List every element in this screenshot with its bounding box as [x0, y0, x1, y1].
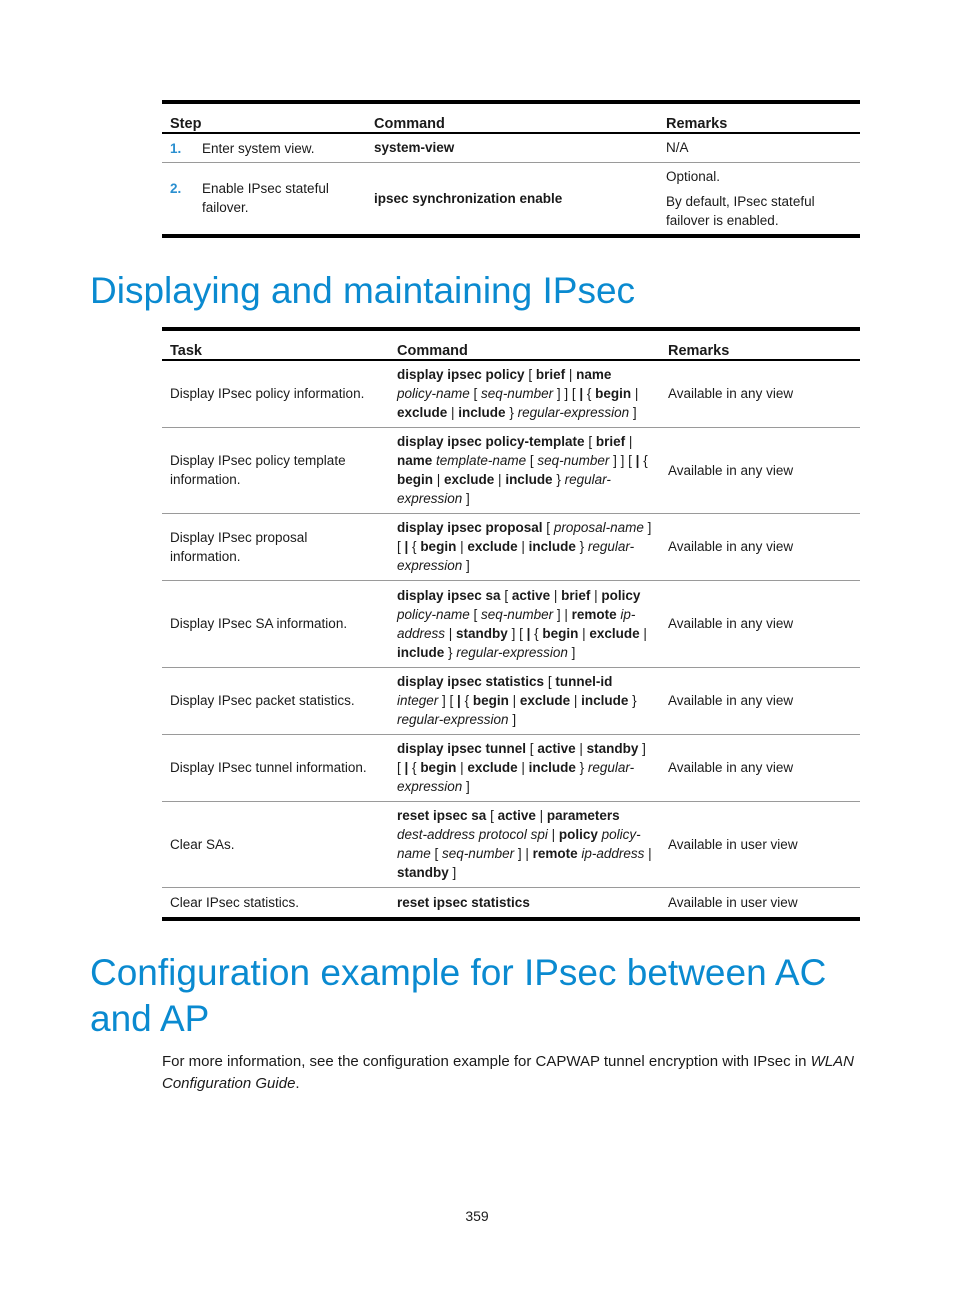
remarks-cell: Available in any view [660, 667, 860, 734]
command-syntax: | [508, 693, 520, 708]
command-syntax: { [408, 539, 421, 554]
command-argument: proposal-name [553, 520, 644, 535]
command-argument: regular-expression [517, 405, 630, 421]
command-syntax: | [494, 472, 506, 487]
command-keyword: name [576, 367, 612, 383]
command-keyword: include [528, 539, 576, 554]
command-argument: integer [397, 693, 439, 708]
command-syntax: ] [448, 865, 457, 880]
command-syntax: | [517, 760, 529, 775]
command-keyword: standby [456, 625, 508, 641]
command-syntax: { [583, 386, 596, 402]
command-syntax: | [575, 741, 587, 756]
command-syntax: | [590, 587, 602, 603]
command-argument: policy-name [397, 606, 470, 622]
command-keyword: display ipsec statistics [397, 674, 545, 689]
command-cell [389, 887, 660, 919]
command-keyword: brief [561, 587, 591, 603]
task-cell: Display IPsec policy template information. [162, 427, 389, 513]
command-keyword: parameters [546, 808, 620, 823]
command-syntax: | [644, 846, 652, 861]
command-syntax: } [552, 472, 565, 487]
command-argument: ip-address [397, 606, 636, 641]
command-syntax: [ [486, 808, 498, 823]
remarks-cell: Available in any view [660, 360, 860, 427]
remarks-cell: Available in any view [660, 580, 860, 667]
command-keyword: exclude [444, 472, 495, 487]
command-syntax: | [456, 539, 468, 554]
command-syntax: ] ] [ [553, 386, 580, 402]
command-syntax: | [565, 367, 577, 383]
command-keyword: | [526, 625, 531, 641]
command-keyword: tunnel-id [555, 674, 613, 689]
paragraph-end: . [295, 1075, 300, 1092]
command-syntax: } [575, 539, 588, 554]
task-cell: Display IPsec policy information. [162, 360, 389, 427]
command-keyword: policy [601, 587, 641, 603]
command-argument: seq-number [481, 606, 554, 622]
command-syntax: ] [ [438, 693, 458, 708]
command-cell [389, 734, 660, 801]
command-syntax: [ [524, 367, 536, 383]
table-row [162, 427, 860, 513]
page-number: 359 [465, 1208, 489, 1224]
task-cell: Display IPsec proposal information. [162, 513, 389, 580]
command-keyword: brief [535, 367, 566, 383]
command-cell [389, 667, 660, 734]
step-cell [162, 133, 366, 162]
table-row [162, 887, 860, 919]
command-keyword: active [511, 587, 551, 603]
command-keyword: begin [472, 693, 509, 708]
remarks-cell: Available in any view [660, 734, 860, 801]
command-syntax: } [505, 405, 518, 421]
remarks-cell: Available in any view [660, 427, 860, 513]
command-syntax: [ [500, 587, 512, 603]
command-keyword: remote [571, 606, 617, 622]
command-syntax: [ [526, 453, 538, 468]
command-syntax: ] [567, 644, 576, 660]
command-syntax: ] [508, 712, 517, 727]
command-syntax: } [628, 693, 637, 708]
command-syntax: } [444, 644, 457, 660]
command-argument: regular-expression [397, 712, 509, 727]
command-keyword: begin [542, 625, 579, 641]
step-header: Step [162, 102, 366, 133]
task-table [162, 327, 860, 921]
task-cell: Display IPsec packet statistics. [162, 667, 389, 734]
command-syntax: [ [469, 386, 482, 402]
command-syntax: [ [584, 434, 596, 449]
command-keyword: exclude [467, 760, 518, 775]
command-keyword: display ipsec proposal [397, 520, 543, 535]
command-keyword: | [404, 760, 409, 775]
step-table [162, 100, 860, 238]
command-keyword: begin [595, 386, 632, 402]
command-syntax: | [578, 625, 590, 641]
command-keyword: include [581, 693, 629, 708]
command-keyword: display ipsec sa [397, 587, 501, 603]
command-keyword: standby [586, 741, 639, 756]
command-syntax: } [575, 760, 588, 775]
command-syntax: [ [542, 520, 554, 535]
command-argument: regular-expression [397, 760, 635, 794]
command-syntax: | [631, 386, 639, 402]
command-syntax: ] [462, 491, 470, 506]
command-argument: dest-address protocol spi [397, 827, 548, 842]
command-syntax: ] | [514, 846, 533, 861]
command-argument: seq-number [481, 386, 554, 402]
command-syntax: ] [ [507, 625, 527, 641]
table-row [162, 360, 860, 427]
command-cell [389, 801, 660, 887]
command-keyword: display ipsec tunnel [397, 741, 527, 756]
command-argument: policy-name [397, 386, 470, 402]
command-syntax: | [535, 808, 547, 823]
command-keyword: include [528, 760, 576, 775]
command-cell [389, 513, 660, 580]
command-syntax: ] [462, 558, 470, 573]
command-syntax: | [639, 625, 647, 641]
command-cell: ipsec synchronization enable [374, 190, 563, 206]
command-syntax: ] [629, 405, 637, 421]
step-number: 2. [170, 181, 182, 197]
command-keyword: active [497, 808, 536, 823]
remark-line: By default, IPsec stateful failover is enabled. [666, 193, 815, 228]
command-cell [389, 580, 660, 667]
command-cell: system-view [366, 133, 658, 162]
command-argument: template-name [436, 453, 527, 468]
paragraph-text: For more information, see the configuration example for CAPWAP tunnel encryption with IPsec in [162, 1053, 811, 1070]
remark-line: N/A [666, 140, 689, 156]
step-cell [162, 162, 366, 236]
command-syntax: ] ] [ [609, 453, 636, 468]
task-cell: Clear SAs. [162, 801, 389, 887]
command-keyword: exclude [467, 539, 518, 554]
command-keyword: remote [532, 846, 578, 861]
section-title-configuration: Configuration example for IPsec between AC and AP [90, 952, 827, 1039]
command-syntax: | [433, 472, 445, 487]
command-argument: regular-expression [397, 539, 635, 573]
task-header: Task [162, 329, 389, 360]
task-cell: Clear IPsec statistics. [170, 894, 300, 910]
command-keyword: | [404, 539, 409, 554]
command-keyword: include [505, 472, 553, 487]
command-keyword: reset ipsec statistics [397, 894, 530, 910]
command-syntax: { [408, 760, 421, 775]
command-syntax: | [445, 625, 457, 641]
command-argument: regular-expression [397, 472, 611, 506]
command-keyword: begin [420, 539, 457, 554]
step-text: Enter system view. [202, 141, 315, 156]
remarks-cell: Available in user view [660, 801, 860, 887]
table-row [162, 801, 860, 887]
command-keyword: include [397, 644, 445, 660]
step-number: 1. [170, 141, 182, 156]
command-syntax: ] | [553, 606, 572, 622]
command-keyword: active [537, 741, 576, 756]
command-syntax: | [517, 539, 529, 554]
table-row [162, 162, 860, 236]
command-header: Command [389, 329, 660, 360]
table-row [162, 580, 860, 667]
remarks-header: Remarks [660, 329, 860, 360]
task-table-body [162, 360, 860, 919]
command-cell [389, 427, 660, 513]
command-cell [389, 360, 660, 427]
command-keyword: include [458, 405, 506, 421]
command-syntax: | [547, 827, 559, 842]
command-keyword: exclude [519, 693, 571, 708]
command-syntax: | [550, 587, 562, 603]
command-keyword: | [635, 453, 640, 468]
task-cell: Display IPsec tunnel information. [162, 734, 389, 801]
command-syntax: [ [526, 741, 538, 756]
remark-line: Optional. [666, 168, 721, 184]
command-syntax: [ [544, 674, 556, 689]
remarks-cell [658, 162, 860, 236]
command-keyword: display ipsec policy [397, 367, 525, 383]
command-syntax: | [570, 693, 582, 708]
command-syntax: | [456, 760, 468, 775]
command-keyword: reset ipsec sa [397, 808, 487, 823]
command-syntax: | [447, 405, 459, 421]
command-argument: seq-number [537, 453, 610, 468]
command-argument: regular-expression [456, 644, 568, 660]
body-paragraph [162, 1051, 882, 1095]
command-syntax: [ [469, 606, 482, 622]
command-syntax: { [530, 625, 543, 641]
command-syntax: { [460, 693, 473, 708]
command-syntax: ] [462, 779, 470, 794]
command-keyword: | [457, 693, 461, 708]
command-argument: policy-name [397, 827, 641, 861]
command-keyword: name [397, 453, 433, 468]
command-syntax: ] [ [397, 741, 646, 775]
task-cell: Display IPsec SA information. [162, 580, 389, 667]
command-keyword: | [579, 386, 584, 402]
guide-title: WLAN Configuration Guide [162, 1053, 854, 1092]
command-argument: seq-number [442, 846, 515, 861]
command-syntax: [ [430, 846, 443, 861]
table-row [162, 734, 860, 801]
command-keyword: exclude [589, 625, 640, 641]
command-keyword: display ipsec policy-template [397, 434, 585, 449]
remarks-cell [658, 133, 860, 162]
table-row [162, 513, 860, 580]
remarks-header: Remarks [658, 102, 860, 133]
command-syntax: ] [ [397, 520, 652, 554]
command-keyword: begin [420, 760, 457, 775]
table-row [162, 133, 860, 162]
command-keyword: brief [595, 434, 626, 449]
section-title-displaying: Displaying and maintaining IPsec [90, 270, 636, 311]
command-header: Command [366, 102, 658, 133]
command-syntax: { [639, 453, 648, 468]
command-argument: ip-address [581, 846, 645, 861]
command-syntax: | [625, 434, 633, 449]
remarks-cell: Available in any view [660, 513, 860, 580]
command-keyword: begin [397, 472, 433, 487]
command-keyword: standby [397, 865, 449, 880]
remarks-cell: Available in user view [668, 894, 798, 910]
step-text: Enable IPsec stateful failover. [202, 181, 329, 216]
table-row [162, 667, 860, 734]
command-keyword: exclude [397, 405, 448, 421]
command-keyword: policy [558, 827, 598, 842]
